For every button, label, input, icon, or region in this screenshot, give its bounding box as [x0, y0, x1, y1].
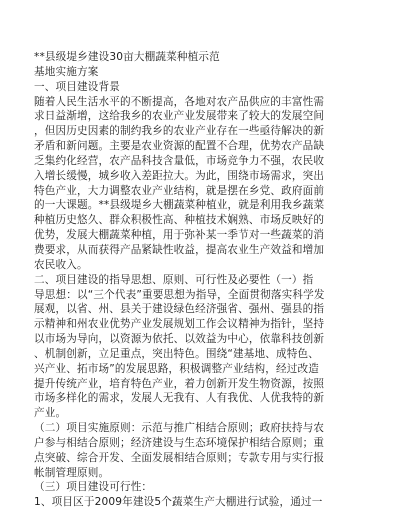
body-line: 种植历史悠久、群众积极性高、种植技术娴熟、市场反映好的	[34, 214, 325, 227]
body-line: 随着人民生活水平的不断提高，各地对农产品供应的丰富性需	[34, 95, 325, 108]
subsection-heading-feasibility: （三）项目建设可行性：	[34, 481, 153, 494]
body-line: 导思想：以“三个代表”重要思想为指导，全面贯彻落实科学发	[34, 288, 325, 301]
body-line: 示精神和州农业优势产业发展规划工作会议精神为指针，坚持	[34, 318, 325, 331]
body-line: 矛盾和新问题。主要是农业资源的配置不合理，优势农产品缺	[34, 140, 325, 153]
body-line: 帐制管理原则。	[34, 466, 110, 479]
section-heading-guiding-thought: 二、项目建设的指导思想、原则、可行性及必要性（一）指	[34, 273, 314, 286]
body-line: 以市场为导向，以资源为依托、以效益为中心，依靠科技创新	[34, 333, 325, 346]
body-line: 产业。	[34, 407, 67, 420]
body-line: 1、项目区于2009年建设5个蔬菜生产大棚进行试验，通过一	[34, 496, 323, 509]
document-body	[34, 50, 374, 510]
body-line: 的一大课题。**县级堤乡大棚蔬菜种植业，就是利用我乡蔬菜	[34, 199, 325, 212]
document-title-line-2: 基地实施方案	[34, 65, 99, 78]
body-line: 兴产业、拓市场”的发展思路，积极调整产业结构，经过改造	[34, 362, 319, 375]
subsection-heading-principles: （二）项目实施原则：示范与推广相结合原则；政府扶持与农	[34, 422, 325, 435]
body-line: 求日益渐增，这给我乡的农业产业发展带来了较大的发展空间	[34, 110, 325, 123]
body-line: 户参与相结合原则；经济建设与生态环境保护相结合原则；重	[34, 436, 325, 449]
body-line: 提升传统产业，培育特色产业，着力创新开发生物资源，按照	[34, 377, 325, 390]
body-line: 市场多样化的需求，发展人无我有、人有我优、人优我特的新	[34, 392, 325, 405]
body-line: 优势，发展大棚蔬菜种植，用于弥补某一季节对一些蔬菜的消	[34, 229, 325, 242]
section-heading-background: 一、项目建设背景	[34, 80, 120, 93]
body-line: 、机制创新，立足重点，突出特色。围绕“建基地、成特色、	[34, 347, 319, 360]
body-line: 特色产业，大力调整农业产业结构，就是摆在乡党、政府面前	[34, 184, 325, 197]
body-line: 农民收入。	[34, 258, 88, 271]
body-line: 展观，以省、州、县关于建设绿色经济强省、强州、强县的指	[34, 303, 325, 316]
body-line: 乏集约化经营，农产品科技含量低，市场竞争力不强，农民收	[34, 154, 325, 167]
body-line: 点突破、综合开发、全面发展相结合原则；专款专用与实行报	[34, 451, 325, 464]
body-line: 费要求，从而获得产品紧缺性收益，提高农业生产效益和增加	[34, 243, 325, 256]
body-line: ，但因历史因素的制约我乡的农业产业存在一些亟待解决的新	[34, 125, 325, 138]
body-line: 入增长缓慢，城乡收入差距拉大。为此，围绕市场需求，突出	[34, 169, 325, 182]
document-title-line-1: **县级堤乡建设30亩大棚蔬菜种植示范	[34, 51, 220, 63]
